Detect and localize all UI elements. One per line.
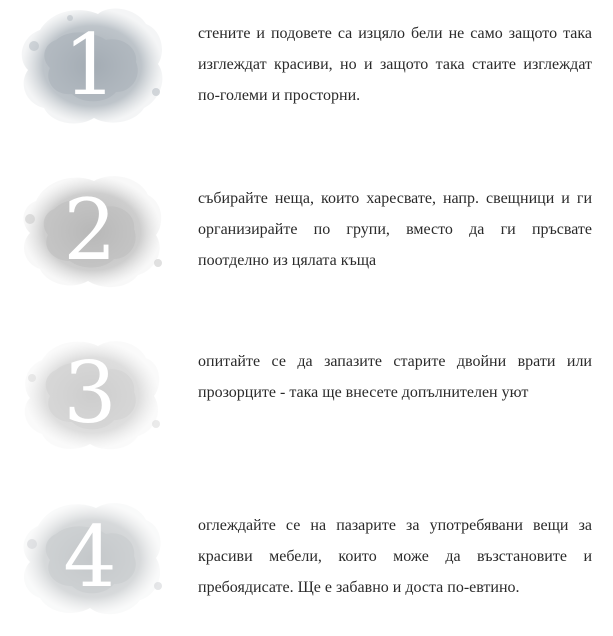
tip-badge-4 (10, 492, 170, 622)
tip-number-3: 3 (63, 344, 117, 442)
tip-number-4: 4 (63, 508, 117, 606)
tip-badge-2 (10, 165, 170, 295)
tip-text-2: събирайте неща, които харесвате, напр. свещници и ги организирайте по групи, вместо да ги пръсвате поотделно из цялата къща (198, 190, 592, 269)
tip-badge-1 (10, 0, 170, 130)
tip-text-1: стените и подовете са изцяло бели не само защото така изглеждат красиви, но и защото така стаите изглеждат по-големи и просторни. (198, 25, 592, 104)
tip-item-3 (0, 328, 613, 458)
tip-item-2 (0, 165, 613, 295)
tip-text-3: опитайте се да запазите старите двойни врати или прозорците - така ще внесете допълнителен уют (198, 353, 592, 401)
tip-text-4: оглеждайте се на пазарите за употребявани вещи за красиви мебели, които може да възстановите и пребоядисате. Ще е забавно и доста по-евтино. (198, 517, 592, 596)
tip-item-4 (0, 492, 613, 622)
tip-item-1 (0, 0, 613, 130)
tip-number-2: 2 (63, 181, 117, 279)
tip-badge-3 (10, 328, 170, 458)
tip-number-1: 1 (63, 16, 117, 114)
